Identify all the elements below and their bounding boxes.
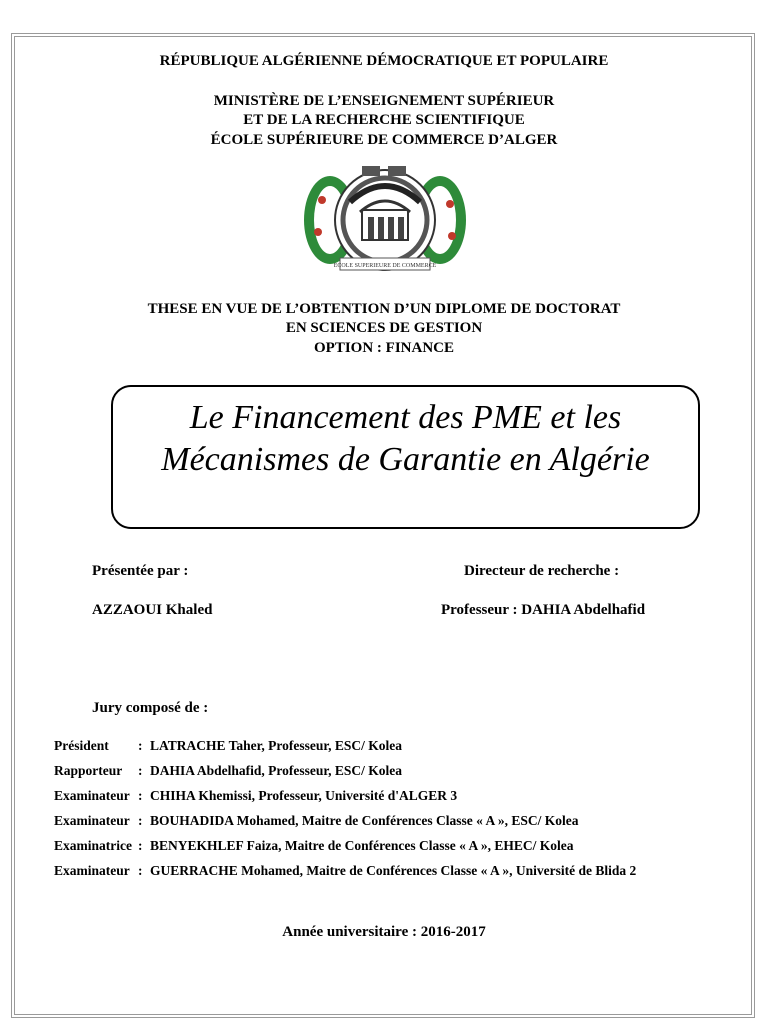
jury-role: Rapporteur bbox=[54, 763, 123, 778]
jury-member-row: Examinatrice : BENYEKHLEF Faiza, Maitre de Conférences Classe « A », EHEC/ Kolea bbox=[54, 838, 574, 853]
jury-member-row: Président : LATRACHE Taher, Professeur, ESC/ Kolea bbox=[54, 738, 403, 753]
jury-details: BENYEKHLEF Faiza, Maitre de Conférences Classe « A », EHEC/ Kolea bbox=[150, 838, 574, 853]
presenter-label: Présentée par : bbox=[92, 563, 189, 579]
jury-details: DAHIA Abdelhafid, Professeur, ESC/ Kolea bbox=[150, 763, 403, 778]
thesis-title-line1: Le Financement des PME et les bbox=[189, 399, 622, 436]
republic-heading: RÉPUBLIQUE ALGÉRIENNE DÉMOCRATIQUE ET POPULAIRE bbox=[159, 53, 609, 69]
thesis-option: OPTION : FINANCE bbox=[313, 340, 454, 356]
jury-role: Président bbox=[54, 738, 109, 753]
director-label: Directeur de recherche : bbox=[464, 563, 620, 579]
thesis-title-line2: Mécanismes de Garantie en Algérie bbox=[161, 441, 650, 478]
director-name: Professeur : DAHIA Abdelhafid bbox=[441, 602, 646, 618]
jury-member-row: Examinateur : BOUHADIDA Mohamed, Maitre de Conférences Classe « A », ESC/ Kolea bbox=[54, 813, 579, 828]
jury-member-row: Rapporteur : DAHIA Abdelhafid, Professeur, ESC/ Kolea bbox=[54, 763, 403, 778]
jury-member-row: Examinateur : GUERRACHE Mohamed, Maitre de Conférences Classe « A », Université de Blida 2 bbox=[54, 863, 637, 878]
school-logo bbox=[300, 162, 470, 280]
thesis-title-box bbox=[111, 385, 700, 529]
ministry-heading-line1: MINISTÈRE DE L’ENSEIGNEMENT SUPÉRIEUR bbox=[213, 93, 555, 109]
jury-role: Examinateur bbox=[54, 788, 130, 803]
jury-role: Examinateur bbox=[54, 813, 130, 828]
thesis-line1: THESE EN VUE DE L’OBTENTION D’UN DIPLOME DE DOCTORAT bbox=[147, 301, 621, 317]
thesis-line2: EN SCIENCES DE GESTION bbox=[285, 320, 483, 336]
jury-details: LATRACHE Taher, Professeur, ESC/ Kolea bbox=[150, 738, 403, 753]
jury-label: Jury composé de : bbox=[92, 700, 209, 716]
jury-details: CHIHA Khemissi, Professeur, Université d'ALGER 3 bbox=[150, 788, 458, 803]
school-heading: ÉCOLE SUPÉRIEURE DE COMMERCE D’ALGER bbox=[210, 132, 558, 148]
jury-role: Examinatrice bbox=[54, 838, 132, 853]
jury-details: BOUHADIDA Mohamed, Maitre de Conférences Classe « A », ESC/ Kolea bbox=[150, 813, 579, 828]
logo-caption: ECOLE SUPERIEURE DE COMMERCE bbox=[333, 263, 437, 269]
jury-role: Examinateur bbox=[54, 863, 130, 878]
jury-details: GUERRACHE Mohamed, Maitre de Conférences Classe « A », Université de Blida 2 bbox=[150, 863, 637, 878]
academic-year: Année universitaire : 2016-2017 bbox=[282, 924, 486, 940]
presenter-name: AZZAOUI Khaled bbox=[92, 602, 213, 618]
ministry-heading-line2: ET DE LA RECHERCHE SCIENTIFIQUE bbox=[243, 112, 525, 128]
jury-member-row: Examinateur : CHIHA Khemissi, Professeur, Université d'ALGER 3 bbox=[54, 788, 458, 803]
